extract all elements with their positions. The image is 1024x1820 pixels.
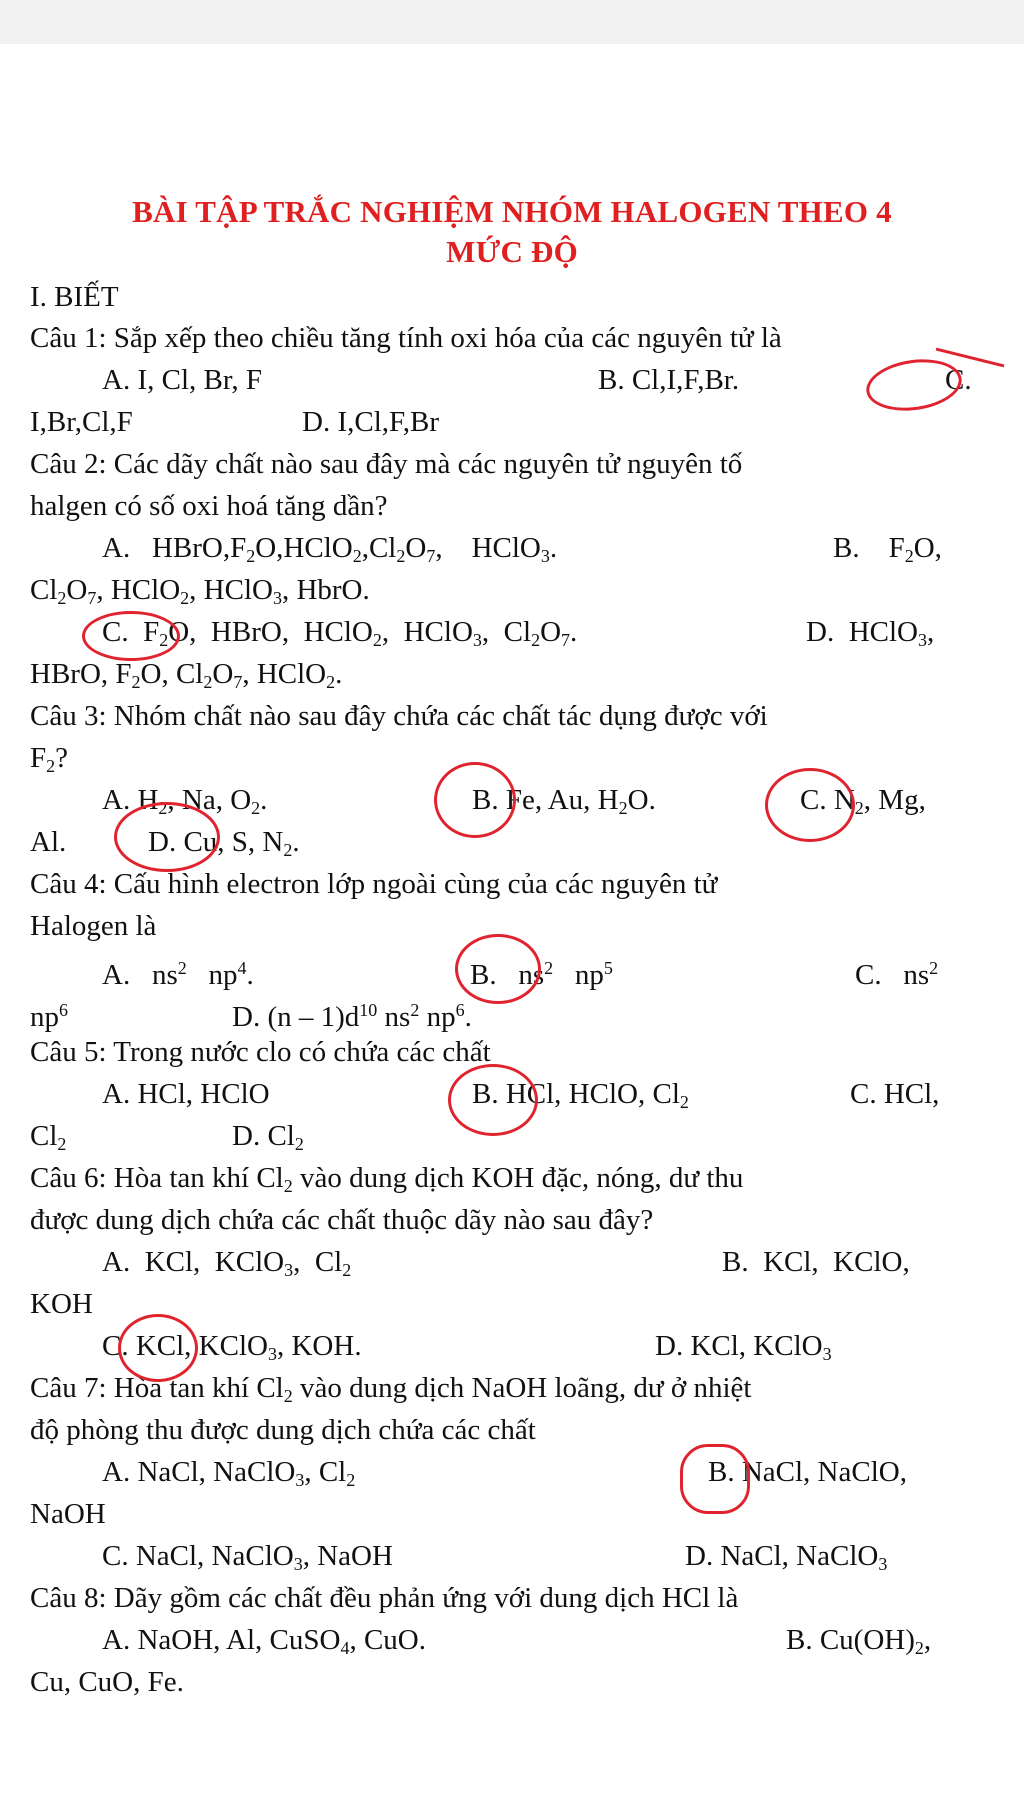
document-page [0,44,1024,1820]
q6-option-b: B. KCl, KClO, [722,1246,910,1278]
q6-option-b-text: KOH [30,1288,93,1320]
q6-stem-line1: Câu 6: Hòa tan khí $Cl_2$ vào dung dịch KOH đặc, nóng, dư thu [30,1162,744,1196]
q3-option-c-text: Al. [30,826,67,858]
q4-option-c: C. $ns^2$ [855,958,939,991]
q1-option-d: D. I,Cl,F,Br [302,406,440,438]
q5-option-c-text: $Cl_2$ [30,1120,67,1154]
q6-option-a: A. KCl, KClO$_3$, $Cl_2$ [102,1246,352,1280]
q3-stem-line1: Câu 3: Nhóm chất nào sau đây chứa các chất tác dụng được với [30,700,768,732]
q5-stem: Câu 5: Trong nước clo có chứa các chất [30,1036,491,1068]
q3-option-b: B. Fe, Au, $H_2O$. [472,784,656,818]
q3-option-d: D. Cu, S, $N_2$. [148,826,300,860]
document-title-line2: MỨC ĐỘ [446,234,578,269]
q6-option-d: D. KCl, KClO$_3$ [655,1330,832,1364]
q1-option-a: A. I, Cl, Br, F [102,364,262,396]
q2-option-d-text: HBrO, $F_2O$, $Cl_2O_7$, HClO$_2$. [30,658,343,692]
q4-stem-line1: Câu 4: Cấu hình electron lớp ngoài cùng của các nguyên tử [30,868,718,900]
q4-stem-line2: Halogen là [30,910,157,942]
q5-option-a: A. HCl, HClO [102,1078,270,1110]
q2-stem-line1: Câu 2: Các dãy chất nào sau đây mà các nguyên tử nguyên tố [30,448,743,480]
q2-option-a: A. $HBrO,F_2O,HClO_2,Cl_2O_7$, HClO$_3$. [102,532,558,566]
q2-option-b-text: $Cl_2O_7$, HClO$_2$, HClO$_3$, HbrO. [30,574,370,608]
q3-option-a: A. $H_2$, Na, $O_2$. [102,784,268,818]
q3-stem-line2: $F_2$? [30,742,69,776]
q2-option-d: D. HClO$_3$, [806,616,935,650]
section-heading: I. BIẾT [30,281,119,313]
q4-option-d: D. $(n - 1)d^{10}$ $ns^2$ $np^6$. [232,1000,472,1033]
q4-option-b: B. $ns^2$ $np^5$ [470,958,613,991]
q7-stem-line1: Câu 7: Hòa tan khí $Cl_2$ vào dung dịch NaOH loãng, dư ở nhiệt [30,1372,752,1406]
q7-option-b: B. NaCl, NaClO, [708,1456,907,1488]
q7-option-a: A. NaCl, NaClO$_3$, $Cl_2$ [102,1456,356,1490]
q6-option-c: C. KCl, KClO$_3$, KOH. [102,1330,362,1364]
q8-option-b: B. $Cu(OH)_2$, [786,1624,932,1658]
q8-stem: Câu 8: Dãy gồm các chất đều phản ứng với dung dịch HCl là [30,1582,739,1614]
q1-option-b: B. Cl,I,F,Br. [598,364,740,396]
q4-option-c-text: $np^6$ [30,1000,68,1033]
document-title-line1: BÀI TẬP TRẮC NGHIỆM NHÓM HALOGEN THEO 4 [132,194,892,229]
q6-stem-line2: được dung dịch chứa các chất thuộc dãy nào sau đây? [30,1204,654,1236]
q4-option-a: A. $ns^2$ $np^4$. [102,958,254,991]
q2-option-c: C. $F_2O$, HBrO, HClO$_2$, HClO$_3$, $Cl_2O_7$. [102,616,578,650]
q7-stem-line2: độ phòng thu được dung dịch chứa các chất [30,1414,536,1446]
q1-stem: Câu 1: Sắp xếp theo chiều tăng tính oxi hóa của các nguyên tử là [30,322,782,354]
q5-option-d: D. $Cl_2$ [232,1120,304,1154]
q1-option-c-text: I,Br,Cl,F [30,406,133,438]
q7-option-b-text: NaOH [30,1498,106,1530]
q8-option-b-text: Cu, CuO, Fe. [30,1666,184,1698]
q8-option-a-label: A. NaOH, Al, CuSO [102,1624,341,1656]
top-bar [0,0,1024,44]
q8-option-a: A. NaOH, Al, CuSO$_4$, CuO. [102,1624,427,1658]
q2-stem-line2: halgen có số oxi hoá tăng dần? [30,490,388,522]
q3-option-c: C. $N_2$, Mg, [800,784,926,818]
q7-option-c: C. NaCl, NaClO$_3$, NaOH [102,1540,393,1574]
q5-option-b: B. HCl, HClO, $Cl_2$ [472,1078,689,1112]
q5-option-c: C. HCl, [850,1078,940,1110]
q1-option-c: C. [945,364,972,396]
q2-option-b: B. $F_2O$, [833,532,942,566]
q7-option-d: D. NaCl, NaClO$_3$ [685,1540,888,1574]
